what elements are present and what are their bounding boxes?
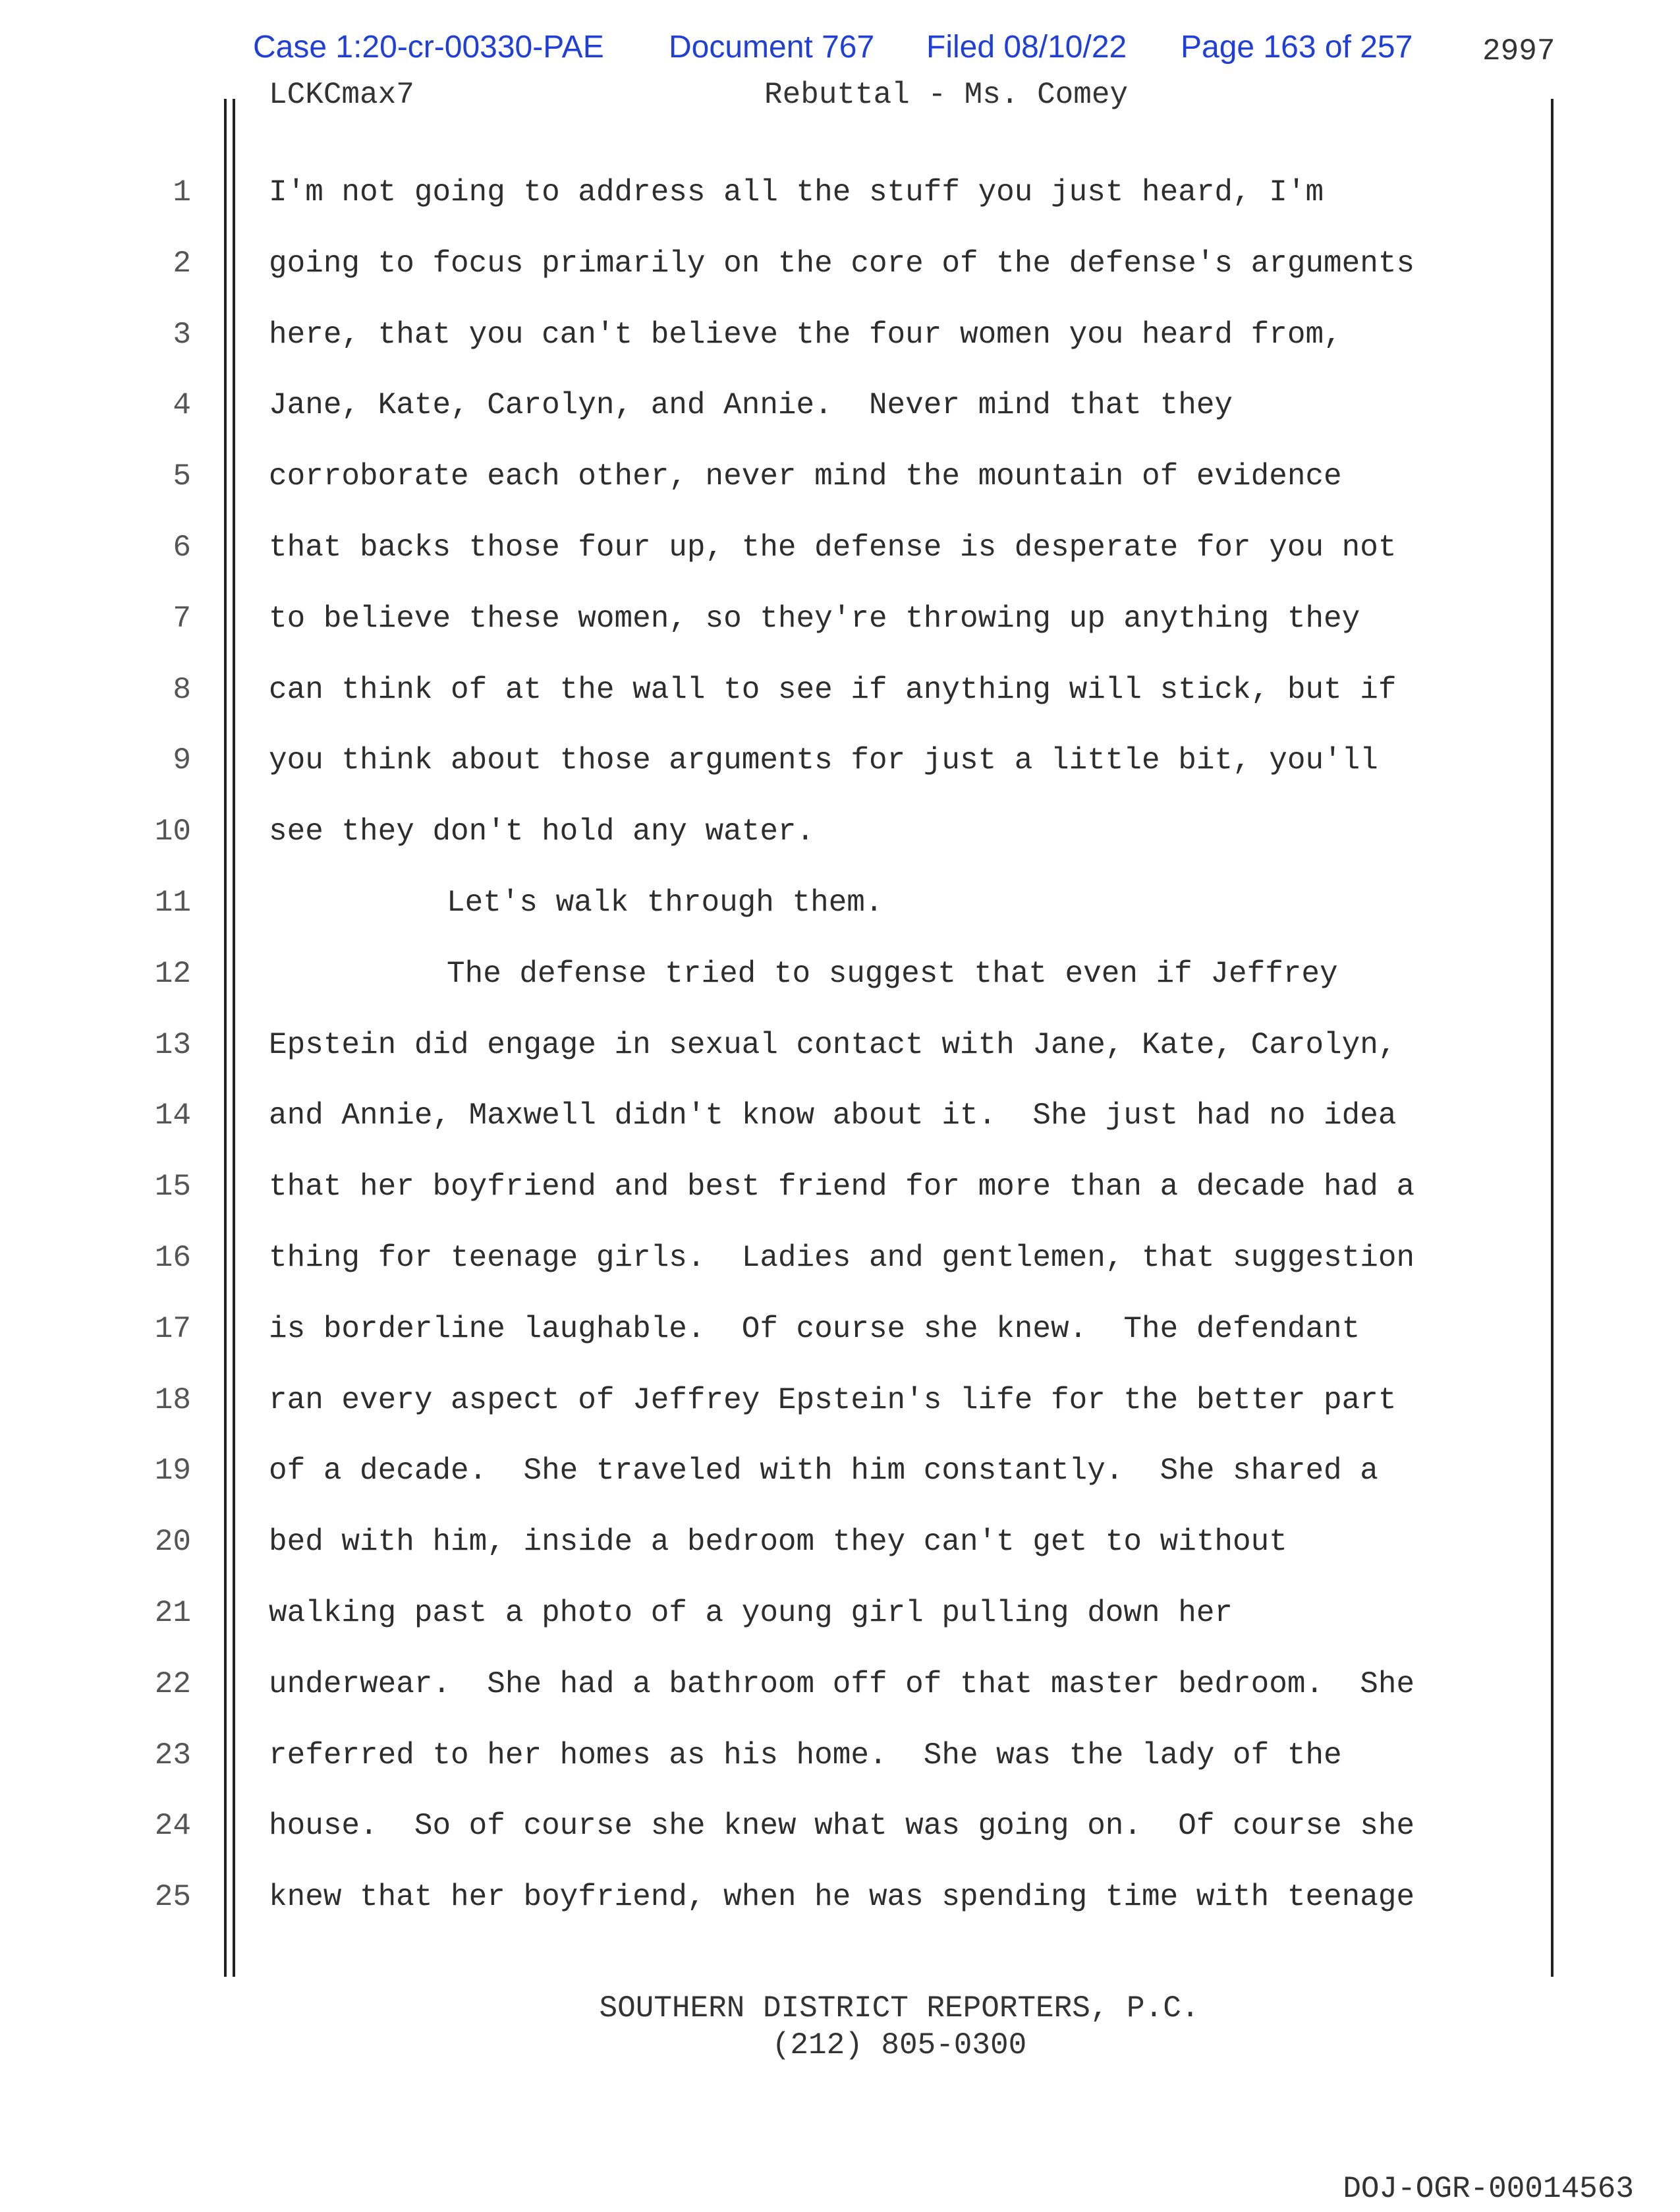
transcript-line [0, 1096, 1680, 1135]
transcript-line [0, 385, 1680, 425]
line-text: you think about those arguments for just a little bit, you'll [269, 743, 1378, 778]
line-number: 24 [154, 1809, 191, 1844]
line-number: 12 [154, 956, 191, 991]
line-text: I'm not going to address all the stuff you just heard, I'm [269, 175, 1324, 210]
line-number: 13 [154, 1027, 191, 1062]
transcript-line [0, 1593, 1680, 1633]
transcript-line [0, 457, 1680, 496]
case-number: Case 1:20-cr-00330-PAE [253, 30, 604, 65]
line-number: 22 [154, 1666, 191, 1701]
bates-number: DOJ-OGR-00014563 [1343, 2172, 1634, 2206]
line-number: 14 [154, 1098, 191, 1133]
line-text: thing for teenage girls. Ladies and gentlemen, that suggestion [269, 1241, 1415, 1275]
reporter-phone: (212) 805-0300 [771, 2028, 1027, 2062]
line-number: 5 [173, 459, 191, 494]
line-number: 2 [173, 246, 191, 281]
line-text: underwear. She had a bathroom off of that master bedroom. She [269, 1666, 1415, 1701]
transcript-line [0, 1380, 1680, 1420]
line-text: see they don't hold any water. [269, 814, 815, 849]
transcript-line [0, 812, 1680, 851]
line-number: 9 [173, 743, 191, 778]
transcript-line [0, 1736, 1680, 1775]
transcript-page-number: 2997 [1482, 34, 1555, 69]
running-head-code: LCKCmax7 [269, 78, 414, 112]
line-text: The defense tried to suggest that even if Jeffrey [447, 956, 1338, 991]
transcript-line [0, 173, 1680, 212]
filed-date: Filed 08/10/22 [926, 30, 1127, 65]
line-number: 3 [173, 317, 191, 352]
transcript-line [0, 954, 1680, 994]
transcript-line [0, 1664, 1680, 1704]
transcript-line [0, 1025, 1680, 1065]
transcript-line [0, 244, 1680, 283]
line-text: is borderline laughable. Of course she knew. The defendant [269, 1311, 1360, 1346]
line-number: 21 [154, 1596, 191, 1630]
line-number: 17 [154, 1311, 191, 1346]
line-text: referred to her homes as his home. She was the lady of the [269, 1738, 1342, 1772]
transcript-line [0, 599, 1680, 638]
line-number: 25 [154, 1880, 191, 1915]
page-count: Page 163 of 257 [1181, 30, 1413, 65]
line-text: to believe these women, so they're throwing up anything they [269, 601, 1360, 636]
line-text: here, that you can't believe the four women you heard from, [269, 317, 1342, 352]
reporter-name: SOUTHERN DISTRICT REPORTERS, P.C. [599, 1991, 1200, 2026]
transcript-line [0, 1806, 1680, 1846]
line-text: Let's walk through them. [447, 886, 883, 920]
transcript-line [0, 1451, 1680, 1490]
transcript-line [0, 670, 1680, 710]
line-text: knew that her boyfriend, when he was spending time with teenage [269, 1880, 1415, 1915]
line-text: ran every aspect of Jeffrey Epstein's life for the better part [269, 1382, 1397, 1417]
transcript-line [0, 1877, 1680, 1917]
reporter-footer [0, 1990, 1680, 2064]
line-number: 7 [173, 601, 191, 636]
line-text: and Annie, Maxwell didn't know about it. She just had no idea [269, 1098, 1397, 1133]
transcript-line [0, 1238, 1680, 1278]
transcript-line [0, 741, 1680, 780]
line-text: that her boyfriend and best friend for more than a decade had a [269, 1170, 1415, 1205]
line-number: 15 [154, 1170, 191, 1205]
line-number: 11 [154, 886, 191, 920]
line-text: Epstein did engage in sexual contact with Jane, Kate, Carolyn, [269, 1027, 1397, 1062]
line-number: 6 [173, 530, 191, 565]
running-head-title: Rebuttal - Ms. Comey [764, 78, 1129, 112]
line-number: 10 [154, 814, 191, 849]
transcript-line [0, 1309, 1680, 1349]
line-number: 8 [173, 672, 191, 707]
transcript-line [0, 883, 1680, 922]
line-text: bed with him, inside a bedroom they can't get to without [269, 1525, 1287, 1560]
line-text: walking past a photo of a young girl pulling down her [269, 1596, 1233, 1630]
line-text: house. So of course she knew what was going on. Of course she [269, 1809, 1415, 1844]
line-text: can think of at the wall to see if anything will stick, but if [269, 672, 1397, 707]
line-number: 20 [154, 1525, 191, 1560]
line-text: going to focus primarily on the core of the defense's arguments [269, 246, 1415, 281]
line-number: 23 [154, 1738, 191, 1772]
transcript-line [0, 1167, 1680, 1206]
line-text: corroborate each other, never mind the mountain of evidence [269, 459, 1342, 494]
line-number: 16 [154, 1241, 191, 1275]
transcript-line [0, 1522, 1680, 1562]
line-text: of a decade. She traveled with him constantly. She shared a [269, 1454, 1378, 1489]
transcript-line [0, 528, 1680, 567]
document-number: Document 767 [669, 30, 875, 65]
transcript-line [0, 315, 1680, 354]
line-text: that backs those four up, the defense is desperate for you not [269, 530, 1397, 565]
line-number: 1 [173, 175, 191, 210]
line-number: 18 [154, 1382, 191, 1417]
line-number: 4 [173, 388, 191, 423]
line-number: 19 [154, 1454, 191, 1489]
line-text: Jane, Kate, Carolyn, and Annie. Never mind that they [269, 388, 1233, 423]
